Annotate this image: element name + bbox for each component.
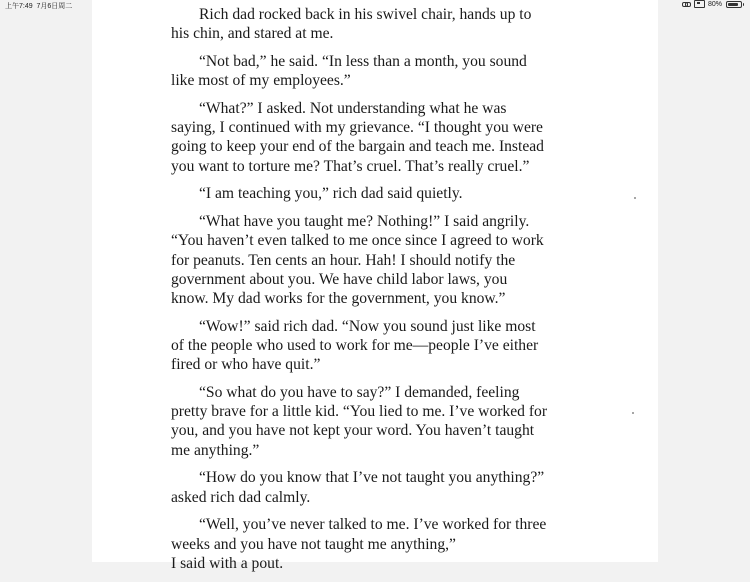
text-line: saying, I continued with my grievance. “I thought you were <box>171 119 543 137</box>
page-text <box>171 5 561 582</box>
text-line: for peanuts. Ten cents an hour. Hah! I should notify the <box>171 251 516 269</box>
book-page[interactable] <box>92 0 658 572</box>
text-line: “What?” I asked. Not understanding what he was <box>199 100 507 117</box>
text-line: “Well, you’ve never talked to me. I’ve worked for three <box>199 516 547 534</box>
text-line: weeks and you have not taught me anything,” <box>171 535 456 553</box>
status-time-date: 上午7:49 7月6日周二 <box>5 3 73 10</box>
text-line: “How do you know that I’ve not taught you anything?” <box>199 469 545 487</box>
paragraph <box>171 468 561 506</box>
battery-fill <box>728 3 738 6</box>
text-line: you, and you have not kept your word. You haven’t taught <box>171 422 535 440</box>
text-line: going to keep your end of the bargain and teach me. Instead <box>171 138 544 156</box>
battery-icon <box>726 1 742 8</box>
text-line: “What have you taught me? Nothing!” I said angrily. <box>199 213 530 231</box>
paragraph <box>171 317 561 375</box>
text-line: of the people who used to work for me—people I’ve either <box>171 337 539 355</box>
paragraph <box>171 99 561 176</box>
text-line: me anything.” <box>171 441 260 459</box>
text-line: pretty brave for a little kid. “You lied to me. I’ve worked for <box>171 403 548 421</box>
paragraph <box>171 383 561 460</box>
text-line: his chin, and stared at me. <box>171 25 334 43</box>
link-icon <box>682 1 690 7</box>
text-line: “So what do you have to say?” I demanded, feeling <box>199 384 520 402</box>
text-line: I said with a pout. <box>171 554 284 572</box>
paragraph <box>171 212 561 308</box>
text-line: fired or who have quit.” <box>171 356 321 374</box>
text-line: know. My dad works for the government, you know.” <box>171 290 506 308</box>
scan-speck <box>632 412 634 414</box>
text-line: “I am teaching you,” rich dad said quietly. <box>199 185 463 203</box>
text-line: “You haven’t even talked to me once since I agreed to work <box>171 232 544 250</box>
paragraph <box>171 515 561 573</box>
text-line: Rich dad rocked back in his swivel chair, hands up to <box>199 6 532 23</box>
status-indicators <box>682 0 742 8</box>
rotation-lock-icon <box>694 0 705 8</box>
text-line: like most of my employees.” <box>171 72 351 90</box>
paragraph <box>171 5 561 43</box>
text-line: government about you. We have child labor laws, you <box>171 270 508 288</box>
text-line: “Not bad,” he said. “In less than a month, you sound <box>199 53 527 70</box>
text-line: asked rich dad calmly. <box>171 488 311 506</box>
text-line: you want to torture me? That’s cruel. That’s really cruel.” <box>171 157 530 175</box>
paragraph <box>171 52 561 90</box>
text-line: “Wow!” said rich dad. “Now you sound just like most <box>199 317 536 335</box>
paragraph <box>171 184 561 203</box>
battery-percent: 80% <box>707 0 722 8</box>
scan-speck <box>634 197 636 199</box>
